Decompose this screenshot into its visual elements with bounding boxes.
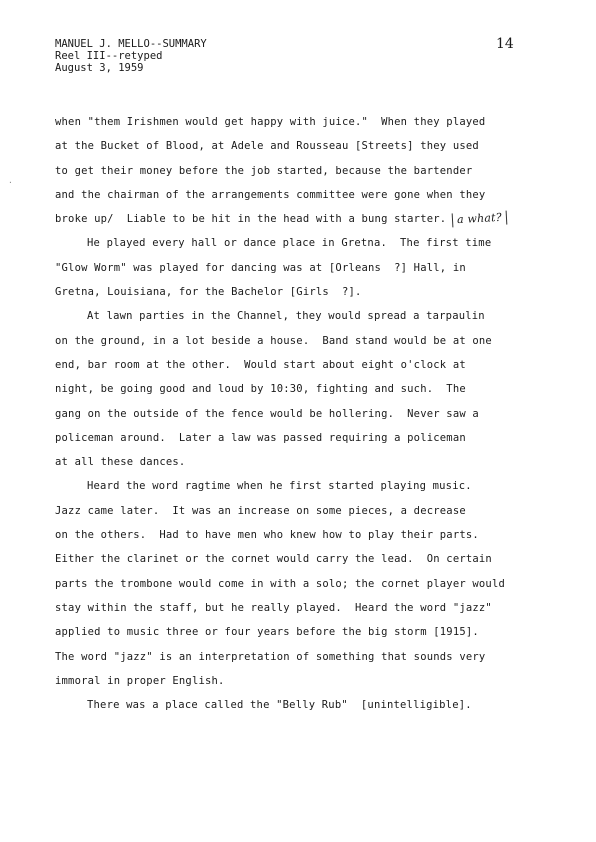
text-line: and the chairman of the arrangements committee were gone when they xyxy=(55,188,486,201)
text-line: end, bar room at the other. Would start about eight o'clock at xyxy=(55,358,466,371)
text-line: night, be going good and loud by 10:30, fighting and such. The xyxy=(55,383,466,396)
text-line: at the Bucket of Blood, at Adele and Rousseau [Streets] they used xyxy=(55,140,479,153)
header-title: MANUEL J. MELLO--SUMMARY xyxy=(55,38,207,50)
text-line: to get their money before the job started, because the bartender xyxy=(55,164,473,177)
text-line: at all these dances. xyxy=(55,456,186,469)
paragraph-start-line: There was a place called the "Belly Rub" [unintelligible]. xyxy=(87,699,472,712)
text-line: when "them Irishmen would get happy with juice." When they played xyxy=(55,116,486,128)
text-line: The word "jazz" is an interpretation of something that sounds very xyxy=(55,650,486,663)
text-line: Either the clarinet or the cornet would carry the lead. On certain xyxy=(55,553,492,566)
body-text xyxy=(55,110,535,717)
text-line: Gretna, Louisiana, for the Bachelor [Girls ?]. xyxy=(55,286,362,299)
paragraph-start-line: At lawn parties in the Channel, they would spread a tarpaulin xyxy=(87,310,485,323)
scan-speck: · xyxy=(8,178,13,187)
text-line: policeman around. Later a law was passed requiring a policeman xyxy=(55,431,466,444)
handwritten-annotation: a what? xyxy=(452,211,508,228)
page-number: 14 xyxy=(496,36,514,52)
text-line: parts the trombone would come in with a solo; the cornet player would xyxy=(55,577,505,590)
text-line: on the ground, in a lot beside a house. Band stand would be at one xyxy=(55,334,492,347)
text-line: broke up/ Liable to be hit in the head with a bung starter. xyxy=(55,213,447,226)
paragraph-start-line: Heard the word ragtime when he first started playing music. xyxy=(87,480,472,493)
paragraph-start-line: He played every hall or dance place in Gretna. The first time xyxy=(87,237,492,250)
text-line-with-annotation xyxy=(55,207,535,231)
text-line: on the others. Had to have men who knew how to play their parts. xyxy=(55,529,479,542)
text-line: immoral in proper English. xyxy=(55,674,225,687)
header-date: August 3, 1959 xyxy=(55,62,144,74)
text-line: applied to music three or four years before the big storm [1915]. xyxy=(55,626,479,639)
text-line: gang on the outside of the fence would be hollering. Never saw a xyxy=(55,407,479,420)
document-header xyxy=(55,38,207,74)
text-line: Jazz came later. It was an increase on some pieces, a decrease xyxy=(55,504,466,517)
header-reel: Reel III--retyped xyxy=(55,50,163,62)
text-line: "Glow Worm" was played for dancing was at [Orleans ?] Hall, in xyxy=(55,261,466,274)
text-line: stay within the staff, but he really played. Heard the word "jazz" xyxy=(55,601,492,614)
